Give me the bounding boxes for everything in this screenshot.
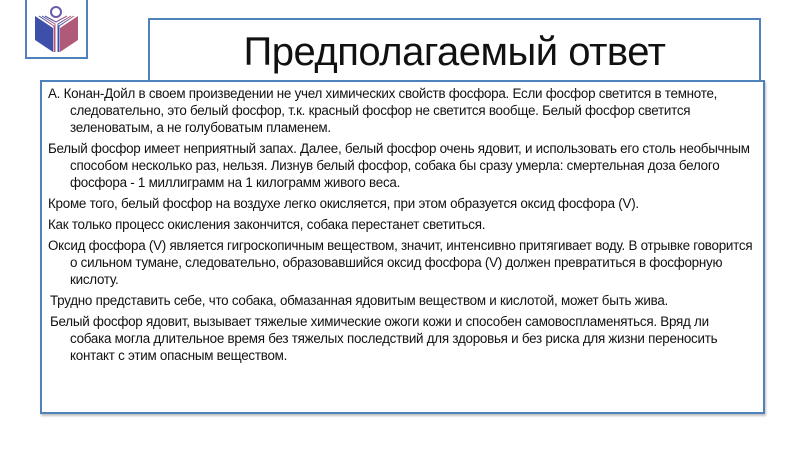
logo-emblem-icon [27, 0, 86, 57]
paragraph: Белый фосфор ядовит, вызывает тяжелые химические ожоги кожи и способен самовоспламеняться. Вряд ли собака могла длительное время без тяжелых последствий для здоровья и без риска для жизни переносить контакт с этим опасным веществом. [50, 314, 718, 363]
title-box [148, 18, 761, 88]
paragraph: Как только процесс окисления закончится, собака перестанет светиться. [48, 217, 486, 232]
paragraph: А. Конан-Дойл в своем произведении не учел химических свойств фосфора. Если фосфор светится в темноте, следовательно, это белый фосфор, т.к. красный фосфор не светится вообще. Белый фосфор светится зеленоватым, а не голубоватым пламенем. [48, 86, 718, 135]
paragraph: Оксид фосфора (V) является гигроскопичным веществом, значит, интенсивно притягивает воду. В отрывке говорится о сильном тумане, следовательно, образовавшийся оксид фосфора (V) должен превратиться в фосфорную кислоту. [48, 238, 753, 287]
content-box [40, 80, 765, 414]
slide-title: Предполагаемый ответ [243, 30, 666, 74]
logo [25, 0, 88, 59]
paragraph: Кроме того, белый фосфор на воздухе легко окисляется, при этом образуется оксид фосфора (V). [48, 196, 639, 211]
paragraph: Белый фосфор имеет неприятный запах. Далее, белый фосфор очень ядовит, и использовать его столь необычным способом несколько раз, нельзя. Лизнув белый фосфор, собака бы сразу умерла: смертельная доза белого фосфора - 1 миллиграмм на 1 килограмм живого веса. [48, 141, 750, 190]
paragraph: Трудно представить себе, что собака, обмазанная ядовитым веществом и кислотой, может быть жива. [50, 293, 668, 308]
